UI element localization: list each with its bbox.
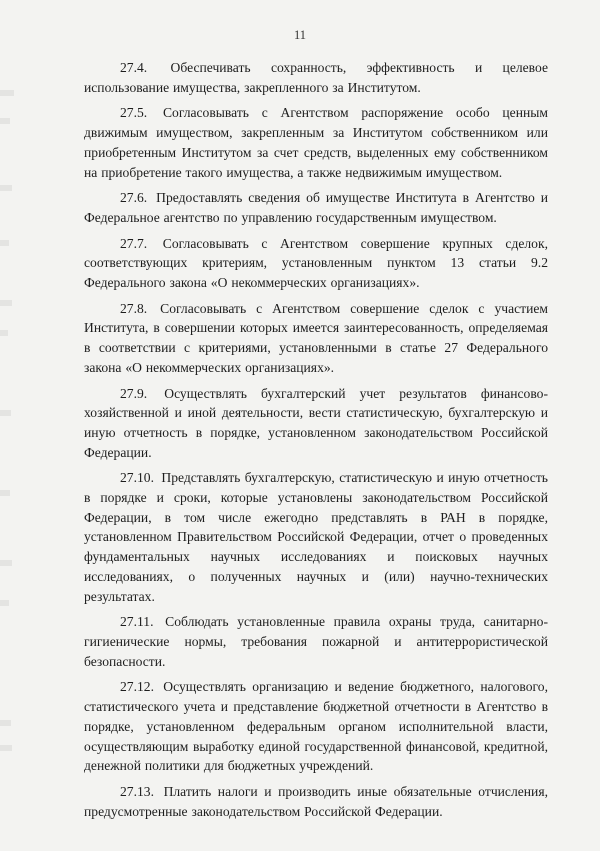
page-number: 11 [293, 28, 307, 42]
paragraph-number: 27.9. [120, 385, 148, 401]
paragraph-27-9 [84, 384, 548, 463]
paragraph-number: 27.12. [120, 679, 154, 695]
paragraph-27-4 [84, 58, 548, 97]
paragraph-text: Осуществлять организацию и ведение бюджетного, налогового, статистического учета и представление бюджетной отчетности в Агентство в порядке, установленном федеральным органом исполнительной власти, осуществляющим выработку единой государственной финансовой, кредитной, денежной политики для бюджетных учреждений. [84, 679, 548, 774]
paragraph-number: 27.13. [120, 783, 154, 799]
paragraph-text: Представлять бухгалтерскую, статистическую и иную отчетность в порядке и сроки, которые установлены законодательством Российской Федерации, в том числе ежегодно представлять в РАН в порядке, установленном Правительством Российской Федерации, отчет о проведенных фундаментальных научных исследованиях и поисковых научных исследованиях, о полученных научных и (или) научно-технических результатах. [84, 470, 548, 604]
paragraph-text: Согласовывать с Агентством распоряжение особо ценным движимым имуществом, закрепленным за Институтом собственником или приобретенным Институтом за счет средств, выделенных ему собственником на приобретение такого имущества, а также недвижимым имуществом. [84, 105, 548, 180]
paragraph-27-10 [84, 468, 548, 606]
paragraph-text: Обеспечивать сохранность, эффективность и целевое использование имущества, закрепленного за Институтом. [84, 60, 548, 95]
paragraph-text: Согласовывать с Агентством совершение сделок с участием Института, в совершении которых имеется заинтересованность, определяемая в соответствии с критериями, установленными в статье 27 Федерального закона «О некоммерческих организациях». [84, 300, 548, 375]
paragraph-text: Предоставлять сведения об имуществе Института в Агентство и Федеральное агентство по управлению государственным имуществом. [84, 190, 548, 225]
paragraph-27-6 [84, 188, 548, 227]
paragraph-27-8 [84, 299, 548, 378]
paragraph-number: 27.10. [120, 470, 154, 486]
paragraph-27-11 [84, 612, 548, 671]
paragraph-27-5 [84, 103, 548, 182]
paragraph-number: 27.6. [120, 190, 148, 206]
paragraph-text: Соблюдать установленные правила охраны труда, санитарно-гигиенические нормы, требования пожарной и антитеррористической безопасности. [84, 614, 548, 669]
paragraph-27-7 [84, 234, 548, 293]
paragraph-27-12 [84, 677, 548, 776]
paragraph-text: Платить налоги и производить иные обязательные отчисления, предусмотренные законодательством Российской Федерации. [84, 783, 548, 819]
paragraph-27-13 [84, 782, 548, 821]
paragraph-number: 27.7. [120, 235, 148, 251]
paragraph-number: 27.8. [120, 300, 148, 316]
paragraph-number: 27.4. [120, 60, 148, 75]
paragraph-number: 27.5. [120, 105, 148, 121]
paragraph-text: Осуществлять бухгалтерский учет результатов финансово-хозяйственной и иной деятельности, вести статистическую, бухгалтерскую и иную отчетность в порядке, установленном законодательством Российской Федерации. [84, 385, 548, 460]
paragraph-text: Согласовывать с Агентством совершение крупных сделок, соответствующих критериям, установленным пунктом 13 статьи 9.2 Федерального закона «О некоммерческих организациях». [84, 235, 548, 291]
paragraph-number: 27.11. [120, 614, 154, 630]
document-body [84, 58, 548, 827]
